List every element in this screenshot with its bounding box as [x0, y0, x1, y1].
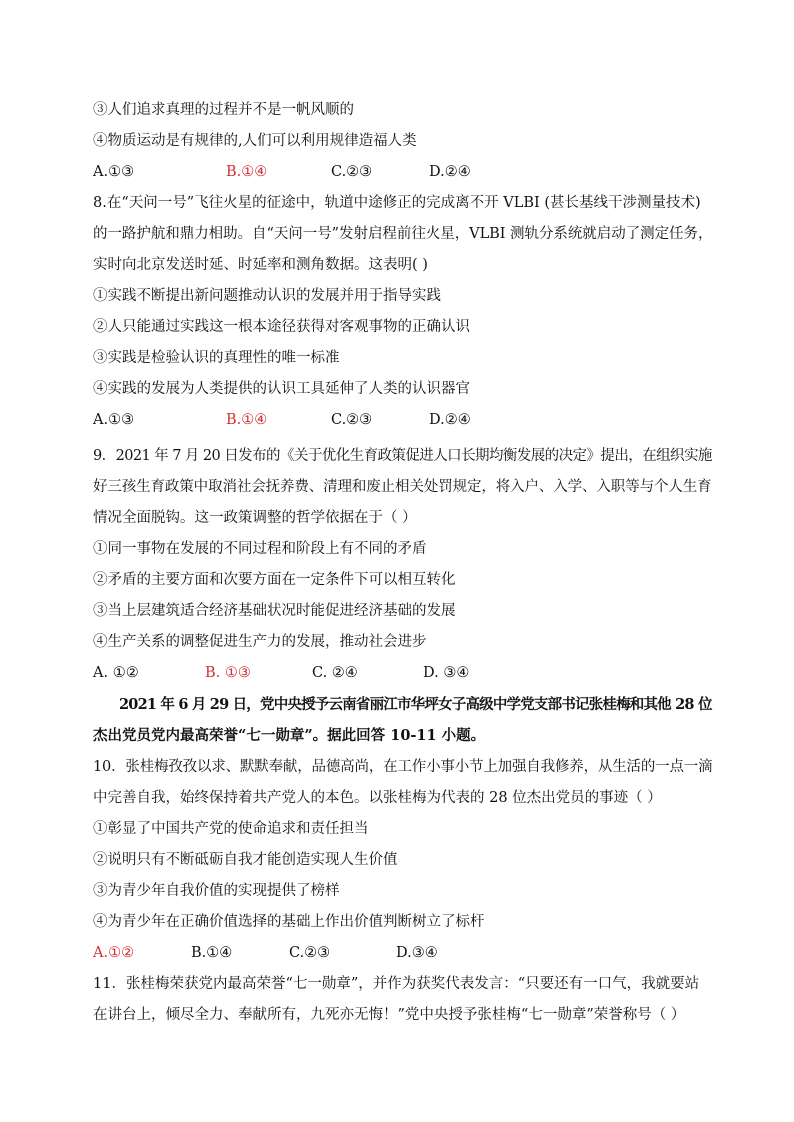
q10-item-1: ①彰显了中国共产党的使命追求和责任担当 [93, 821, 369, 837]
q10-item-4: ④为青少年在正确价值选择的基础上作出价值判断树立了标杆 [93, 914, 485, 930]
q7-option-c: C.②③ [331, 164, 373, 180]
q9-stem-line-3: 情况全面脱钩。这一政策调整的哲学依据在于（ ） [93, 510, 417, 526]
q8-item-3: ③实践是检验认识的真理性的唯一标准 [93, 350, 340, 366]
q10-stem-line-2: 中完善自我，始终保持着共产党人的本色。以张桂梅为代表的 28 位杰出党员的事迹（ ） [93, 790, 662, 806]
q10-option-d: D.③④ [396, 945, 438, 961]
q7-option-d: D.②④ [429, 164, 471, 180]
q9-option-b: B. ①③ [205, 665, 251, 681]
q7-option-a: A.①③ [93, 164, 135, 180]
q9-option-c: C. ②④ [312, 665, 358, 681]
q8-stem-line-2: 的一路护航和鼎力相助。自“天问一号”发射启程前往火星，VLBI 测轨分系统就启动了测定任务， [93, 226, 713, 242]
q10-stem-line-1: 10．张桂梅孜孜以求、默默奉献，品德高尚，在工作小事小节上加强自我修养，从生活的一点一滴 [93, 759, 713, 775]
q10-item-3: ③为青少年自我价值的实现提供了榜样 [93, 883, 340, 899]
q10-option-b: B.①④ [191, 945, 233, 961]
q9-option-a: A. ①② [93, 665, 139, 681]
q11-stem-line-1: 11．张桂梅荣获党内最高荣誉“七一勋章”，并作为获奖代表发言：“只要还有一口气，我就要站 [93, 976, 700, 992]
q9-stem-line-2: 好三孩生育政策中取消社会抚养费、清理和废止相关处罚规定，将入户、入学、入职等与个人生育 [93, 479, 712, 495]
passage-line-2: 杰出党员党内最高荣誉“七一勋章”。据此回答 10-11 小题。 [93, 727, 486, 744]
q9-item-4: ④生产关系的调整促进生产力的发展，推动社会进步 [93, 634, 427, 650]
q7-item-3: ③人们追求真理的过程并不是一帆风顺的 [93, 102, 354, 118]
q9-stem-line-1: 9．2021 年 7 月 20 日发布的《关于优化生育政策促进人口长期均衡发展的决定》提出，在组织实施 [93, 448, 712, 464]
q9-item-2: ②矛盾的主要方面和次要方面在一定条件下可以相互转化 [93, 572, 456, 588]
q8-option-d: D.②④ [429, 412, 471, 428]
q10-options [93, 943, 593, 963]
q10-item-2: ②说明只有不断砥砺自我才能创造实现人生价值 [93, 852, 398, 868]
q11-stem-line-2: 在讲台上，倾尽全力、奉献所有，九死亦无悔！”党中央授予张桂梅“七一勋章”荣誉称号（ ） [93, 1007, 686, 1023]
q10-option-c: C.②③ [289, 945, 331, 961]
q8-item-1: ①实践不断提出新问题推动认识的发展并用于指导实践 [93, 288, 441, 304]
passage-line-1: 2021 年 6 月 29 日，党中央授予云南省丽江市华坪女子高级中学党支部书记张桂梅和其他 28 位 [119, 696, 712, 713]
q7-options [93, 162, 593, 182]
q8-option-c: C.②③ [331, 412, 373, 428]
q9-option-d: D. ③④ [423, 665, 470, 681]
q7-option-b: B.①④ [226, 164, 268, 180]
q8-options [93, 410, 593, 430]
q9-item-1: ①同一事物在发展的不同过程和阶段上有不同的矛盾 [93, 541, 427, 557]
q10-option-a: A.①② [93, 945, 135, 961]
q8-stem-line-1: 8.在“天问一号”飞往火星的征途中，轨道中途修正的完成离不开 VLBI (甚长基线干涉测量技术) [93, 195, 701, 211]
q8-item-4: ④实践的发展为人类提供的认识工具延伸了人类的认识器官 [93, 381, 470, 397]
q8-option-b: B.①④ [226, 412, 268, 428]
q9-item-3: ③当上层建筑适合经济基础状况时能促进经济基础的发展 [93, 603, 456, 619]
q8-item-2: ②人只能通过实践这一根本途径获得对客观事物的正确认识 [93, 319, 470, 335]
q7-item-4: ④物质运动是有规律的,人们可以利用规律造福人类 [93, 133, 417, 149]
q8-option-a: A.①③ [93, 412, 135, 428]
q9-options [93, 663, 593, 683]
q8-stem-line-3: 实时向北京发送时延、时延率和测角数据。这表明( ) [93, 257, 428, 273]
